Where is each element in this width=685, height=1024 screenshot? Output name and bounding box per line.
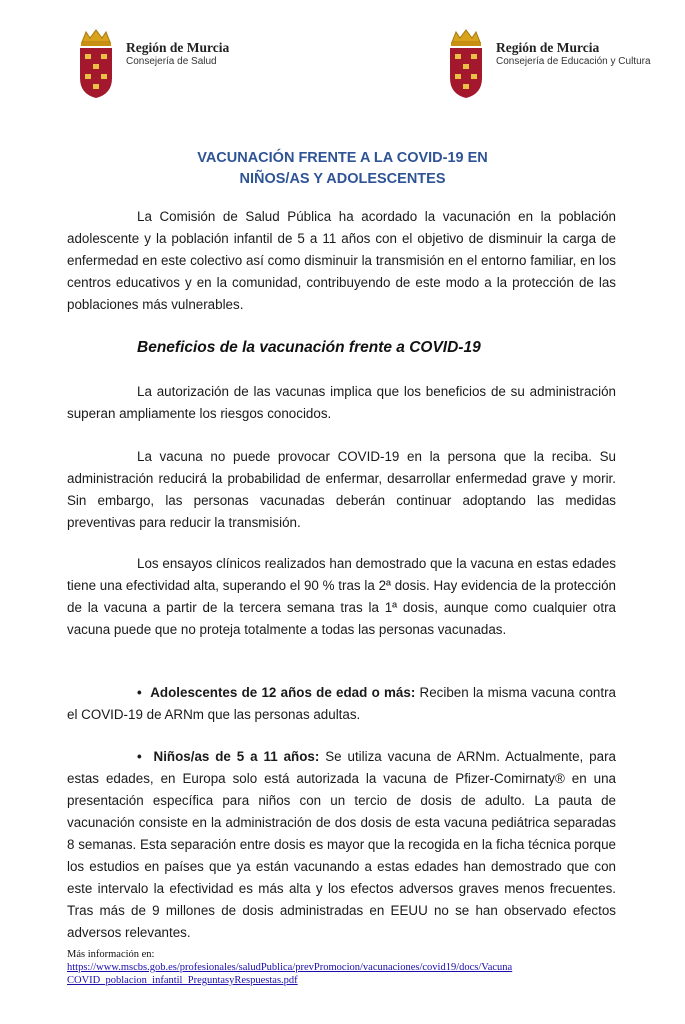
department-name: Consejería de Salud (126, 56, 217, 67)
title-line-1: VACUNACIÓN FRENTE A LA COVID-19 EN (197, 150, 488, 166)
department-name: Consejería de Educación y Cultura (496, 56, 651, 67)
bullet-text: Reciben la misma vacuna contra el COVID-19 de ARNm que las personas adultas. (67, 685, 616, 722)
bullet-text: Se utiliza vacuna de ARNm. Actualmente, para estas edades, en Europa solo está autorizada la vacuna de Pfizer-Comirnaty® en una presentación específica para niños con un tercio de dosis de adulto. La pauta de vacunación consiste en la administración de dos dosis de esta vacuna pediátrica separadas 8 semanas. Esta separación entre dosis es mayor que la recogida en la ficha técnica porque los estudios en países que ya están vacunando a estas edades han demostrado que con este intervalo la efectividad es más alta y los efectos adversos graves menos frecuentes. Tras más de 9 millones de dosis administradas en EEUU no se han observado efectos adversos relevantes. (67, 749, 616, 940)
title-line-2: NIÑOS/AS Y ADOLESCENTES (239, 171, 446, 187)
document-title (0, 148, 685, 190)
coat-of-arms-icon (76, 28, 116, 100)
more-info-link[interactable] (67, 962, 512, 986)
coat-of-arms-icon (446, 28, 486, 100)
logo-consejeria-salud (76, 28, 229, 100)
intro-paragraph: La Comisión de Salud Pública ha acordado la vacunación en la población adolescente y la población infantil de 5 a 11 años con el objetivo de disminuir la carga de enfermedad en este colectivo así como disminuir la transmisión en el entorno familiar, en los centros educativos y en la comunidad, contribuyendo de este modo a la protección de las poblaciones más vulnerables. (67, 209, 616, 312)
region-name: Región de Murcia (126, 40, 230, 55)
bullet-label: Niños/as de 5 a 11 años: (153, 749, 320, 764)
bullet-label: Adolescentes de 12 años de edad o más: (150, 685, 416, 700)
more-info (67, 948, 512, 987)
bullet-marker: • (137, 749, 142, 764)
paragraph-authorization: La autorización de las vacunas implica que los beneficios de su administración superan ampliamente los riesgos conocidos. (67, 384, 616, 421)
more-info-label: Más información en: (67, 949, 155, 960)
paragraph-clinical-trials: Los ensayos clínicos realizados han demostrado que la vacuna en estas edades tiene una efectividad alta, superando el 90 % tras la 2ª dosis. Hay evidencia de la protección de la vacuna a partir de la tercera semana tras la 1ª dosis, aunque como cualquier otra vacuna puede que no proteja totalmente a todas las personas vacunadas. (67, 556, 616, 637)
link-line-2: COVID_poblacion_infantil_PreguntasyRespuestas.pdf (67, 975, 298, 986)
bullet-adolescents (67, 682, 616, 726)
bullet-marker: • (137, 685, 142, 700)
paragraph-vaccine-safety: La vacuna no puede provocar COVID-19 en la persona que la reciba. Su administración reducirá la probabilidad de enfermar, desarrollar enfermedad grave y morir. Sin embargo, las personas vacunadas deberán continuar adoptando las medidas preventivas para reducir la transmisión. (67, 449, 616, 530)
region-name: Región de Murcia (496, 40, 600, 55)
link-line-1: https://www.mscbs.gob.es/profesionales/saludPublica/prevPromocion/vacunaciones/covid19/docs/Vacuna (67, 962, 513, 973)
bullet-children (67, 746, 616, 944)
section-heading: Beneficios de la vacunación frente a COVID-19 (137, 339, 481, 356)
logo-consejeria-educacion (446, 28, 651, 100)
